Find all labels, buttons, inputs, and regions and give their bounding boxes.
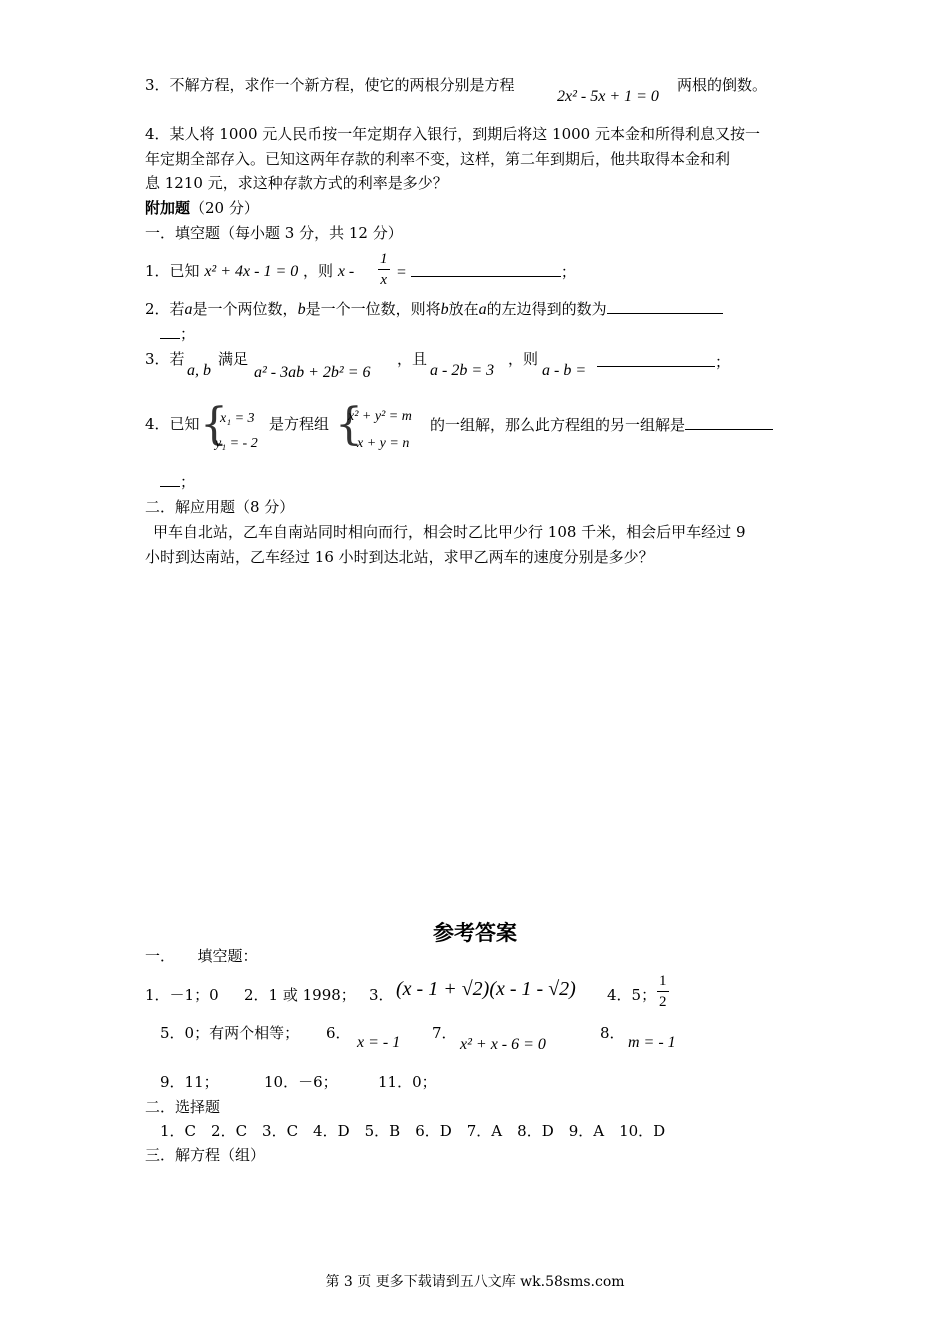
answer-7-label: 7．	[432, 1024, 457, 1042]
equation-text: 2x² - 5x + 1 = 0	[557, 88, 659, 105]
bonus-q3-prefix	[145, 348, 185, 369]
application-line-2: 小时到达南站，乙车经过 16 小时到达北站，求甲乙两车的速度分别是多少？	[145, 548, 654, 566]
q4-y1: y₁ = - 2	[215, 436, 258, 451]
bonus-section-1: 一．填空题（每小题 3 分，共 12 分）	[145, 224, 403, 242]
q2-a: 2．若	[145, 300, 185, 318]
answer-11: 11．0；	[378, 1073, 437, 1091]
q1-fraction-num: 1	[378, 249, 390, 270]
bonus-q1	[145, 260, 354, 283]
q3-a: 3．若	[145, 350, 185, 368]
answer-5: 5．0；有两个相等；	[160, 1024, 300, 1042]
q1-prefix: 1．已知	[145, 262, 200, 280]
left-brace-icon: {	[200, 399, 228, 450]
answers-title: 参考答案	[433, 921, 517, 945]
answer-6-equation: x = - 1	[357, 1034, 401, 1051]
bonus-heading-title: 附加题	[145, 199, 191, 217]
q3-d: ，则	[508, 350, 539, 368]
q4-s2: x + y = n	[357, 436, 410, 451]
bonus-q2	[145, 297, 723, 321]
q3-eq3: a - b =	[542, 362, 587, 379]
q2-var-b: b	[297, 301, 306, 318]
q3-end: ；	[715, 353, 731, 371]
q4-cont	[160, 470, 195, 492]
q3-b: 满足	[218, 350, 249, 368]
answers-section-1: 一． 填空题：	[145, 947, 258, 965]
q1-answer	[397, 260, 576, 282]
q3-eq1: a² - 3ab + 2b² = 6	[254, 364, 371, 381]
answer-2: 2．1 或 1998；	[244, 986, 356, 1004]
page-footer: 第 3 页 更多下载请到五八文库 wk.58sms.com	[325, 1274, 625, 1290]
answer-3-label: 3．	[369, 986, 394, 1004]
answer-7-equation: x² + x - 6 = 0	[460, 1036, 546, 1053]
answer-4-den: 2	[659, 994, 667, 1010]
answer-1: 1．－1；0	[145, 986, 219, 1004]
q2-var-a2: a	[478, 301, 487, 318]
q2-e: 的左边得到的数为	[486, 300, 607, 318]
answer-4-num: 1	[657, 971, 669, 992]
q2-blank-cont[interactable]	[160, 322, 180, 339]
q3-c: ，且	[397, 350, 428, 368]
q2-blank[interactable]	[607, 297, 723, 314]
answer-10: 10．－6；	[264, 1073, 338, 1091]
q4-c-text: 的一组解，那么此方程组的另一组解是	[430, 416, 686, 434]
q1-x: x -	[337, 263, 355, 280]
problem-3	[145, 74, 515, 96]
bonus-heading	[145, 197, 259, 219]
application-line-1: 甲车自北站，乙车自南站同时相向而行，相会时乙比甲少行 108 千米，相会后甲车经过 9	[153, 523, 746, 541]
q4-s1: x² + y² = m	[348, 409, 412, 424]
bonus-section-2: 二．解应用题（8 分）	[145, 498, 295, 516]
left-brace-icon: {	[335, 399, 363, 450]
bonus-q4-prefix: 4．已知	[145, 415, 200, 433]
q4-cont-text: ；	[180, 473, 196, 491]
problem-4-line-3: 息 1210 元，求这种存款方式的利率是多少？	[145, 174, 448, 192]
answer-3-equation: (x - 1 + √2)(x - 1 - √2)	[396, 978, 576, 1000]
q4-c	[430, 413, 773, 435]
problem-3-tail	[677, 74, 767, 95]
answer-6-label: 6．	[326, 1024, 351, 1042]
q3-answer	[597, 350, 730, 372]
q2-d: 放在	[448, 300, 479, 318]
choice-answers: 1．C 2．C 3．C 4．D 5．B 6．D 7．A 8．D 9．A 10．D	[160, 1122, 666, 1140]
answer-9: 9．11；	[160, 1073, 219, 1091]
q3-blank[interactable]	[597, 350, 715, 367]
q2-cont	[160, 322, 195, 344]
answer-8-equation: m = - 1	[628, 1034, 676, 1051]
q1-fraction	[378, 249, 390, 290]
answers-section-2: 二．选择题	[145, 1098, 221, 1116]
q1-fraction-den: x	[380, 272, 388, 288]
problem-3-tail-text: 两根的倒数。	[677, 76, 768, 94]
q3-ab: a, b	[187, 362, 211, 379]
q4-b: 是方程组	[269, 415, 330, 433]
q2-cont-text: ；	[180, 325, 196, 343]
q1-end: ；	[560, 263, 576, 281]
q4-blank-cont[interactable]	[160, 470, 180, 487]
q1-equals: =	[397, 264, 407, 281]
q1-blank[interactable]	[411, 260, 561, 277]
problem-4-line-1: 4．某人将 1000 元人民币按一年定期存入银行，到期后将这 1000 元本金和所得利息又按一	[145, 125, 760, 143]
q3-eq2: a - 2b = 3	[430, 362, 495, 379]
q4-blank[interactable]	[685, 413, 773, 430]
answer-8-label: 8．	[600, 1024, 625, 1042]
problem-3-text: 3．不解方程，求作一个新方程，使它的两根分别是方程	[145, 76, 515, 94]
q1-equation: x² + 4x - 1 = 0	[204, 263, 299, 280]
answers-section-3: 三．解方程（组）	[145, 1146, 266, 1164]
problem-4-line-2: 年定期全部存入。已知这两年存款的利率不变，这样，第二年到期后，他共取得本金和利	[145, 150, 731, 168]
problem-3-equation	[557, 88, 659, 106]
answer-4-fraction	[657, 971, 669, 1012]
q2-var-a: a	[184, 301, 193, 318]
answer-4-label: 4．5；	[607, 986, 657, 1004]
q2-var-b2: b	[440, 301, 449, 318]
q2-b: 是一个两位数，	[192, 300, 298, 318]
q2-c: 是一个一位数，则将	[305, 300, 441, 318]
q4-x1: x₁ = 3	[220, 411, 255, 426]
bonus-heading-points: （20 分）	[190, 199, 259, 217]
q1-mid: ，则	[303, 262, 334, 280]
